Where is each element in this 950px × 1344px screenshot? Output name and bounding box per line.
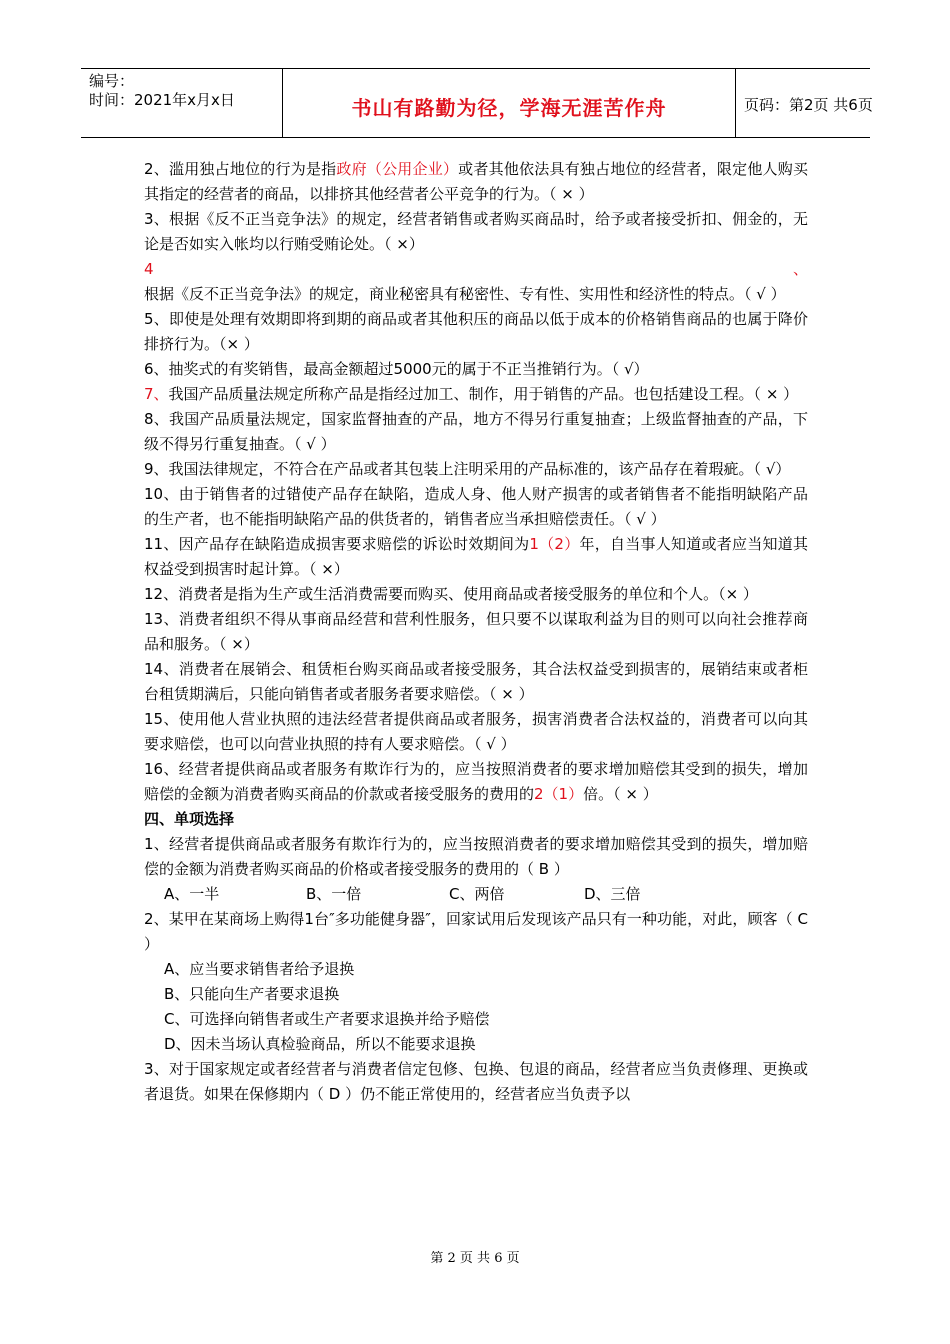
question-text: 即使是处理有效期即将到期的商品或者其他积压的商品以低于成本的价格销售商品的也属于降价排挤行为。（× ）: [144, 310, 808, 353]
question-number: 5、: [144, 310, 169, 328]
question-text-end: 年，自当事人知道或者应当知道其权益受到损害时起计算。（ ×）: [144, 535, 808, 578]
choice-questions: [144, 832, 808, 1107]
question-text: 由于销售者的过错使产品存在缺陷，造成人身、他人财产损害的或者销售者不能指明缺陷产品的生产者，也不能指明缺陷产品的供货者的，销售者应当承担赔偿责任。（ √ ）: [144, 485, 808, 528]
choice-question: 3、对于国家规定或者经营者与消费者信定包修、包换、包退的商品，经营者应当负责修理、更换或者退货。如果在保修期内（ D ）仍不能正常使用的，经营者应当负责予以: [144, 1060, 808, 1103]
question-number: 12、: [144, 585, 179, 603]
question-text: 经营者提供商品或者服务有欺诈行为的，应当按照消费者的要求增加赔偿其受到的损失，增加赔偿的金额为消费者购买商品的价款或者接受服务的费用的: [144, 760, 808, 803]
question-text: 滥用独占地位的行为是指: [168, 160, 337, 178]
judgment-item: [144, 532, 808, 582]
question-text: 因产品存在缺陷造成损害要求赔偿的诉讼时效期间为: [178, 535, 530, 553]
judgment-questions: [144, 157, 808, 807]
choice-question: 1、经营者提供商品或者服务有欺诈行为的，应当按照消费者的要求增加赔偿其受到的损失，增加赔偿的金额为消费者购买商品的价格或者接受服务的费用的（ B ）: [144, 835, 808, 878]
judgment-item: [144, 207, 808, 257]
option: C、两倍: [449, 885, 505, 903]
question-number: 13、: [144, 610, 179, 628]
question-number: 16、: [144, 760, 179, 778]
question-number: 2、: [144, 160, 169, 178]
options-row: [144, 882, 808, 907]
question-number: 9、: [144, 460, 169, 478]
option: A、应当要求销售者给予退换: [164, 960, 355, 978]
page-number-label: 页码：第2页 共6页: [744, 96, 873, 114]
question-number: 4、: [144, 260, 808, 278]
question-number: 11、: [144, 535, 179, 553]
question-number: 14、: [144, 660, 179, 678]
date-label: 时间：2021年x月x日: [89, 91, 235, 109]
document-body: [144, 157, 808, 1107]
highlighted-text: 2（1）: [534, 785, 584, 803]
document-number-label: 编号：: [89, 72, 135, 90]
option: D、三倍: [584, 885, 641, 903]
header-left-cell: [81, 69, 283, 137]
judgment-item: [144, 607, 808, 657]
question-number: 10、: [144, 485, 179, 503]
question-number: 8、: [144, 410, 169, 428]
question-text: 根据《反不正当竞争法》的规定，经营者销售或者购买商品时，给予或者接受折扣、佣金的，无论是否如实入帐均以行贿受贿论处。（ ×）: [144, 210, 808, 253]
judgment-item: [144, 357, 808, 382]
option: A、一半: [164, 885, 220, 903]
highlighted-text: 1（2）: [529, 535, 580, 553]
question-number: 6、: [144, 360, 169, 378]
judgment-item: [144, 757, 808, 807]
judgment-item: [144, 382, 808, 407]
question-number: 3、: [144, 210, 169, 228]
question-number: 7、: [144, 385, 169, 403]
page-footer: 第 2 页 共 6 页: [430, 1251, 520, 1266]
judgment-item: [144, 582, 808, 607]
question-text: 消费者是指为生产或生活消费需要而购买、使用商品或者接受服务的单位和个人。（× ）: [178, 585, 758, 603]
option: C、可选择向销售者或生产者要求退换并给予赔偿: [164, 1010, 490, 1028]
judgment-item: [144, 482, 808, 532]
question-text: 抽奖式的有奖销售，最高金额超过5000元的属于不正当推销行为。（ √）: [168, 360, 649, 378]
choice-question: 2、某甲在某商场上购得1台″多功能健身器″，回家试用后发现该产品只有一种功能，对此，顾客（ C ）: [144, 910, 808, 953]
question-text: 我国法律规定，不符合在产品或者其包装上注明采用的产品标准的，该产品存在着瑕疵。（ √）: [168, 460, 791, 478]
question-text: 我国产品质量法规定，国家监督抽查的产品，地方不得另行重复抽查；上级监督抽查的产品，下级不得另行重复抽查。（ √ ）: [144, 410, 808, 453]
header-middle-cell: [283, 69, 736, 137]
question-number: 15、: [144, 710, 179, 728]
header-table: [81, 68, 873, 138]
question-text-end: 或者其他依法具有独占地位的经营者，限定他人购买其指定的经营者的商品，以排挤其他经营者公平竞争的行为。（ × ）: [144, 160, 808, 203]
option: D、因未当场认真检验商品，所以不能要求退换: [164, 1035, 476, 1053]
judgment-item: [144, 457, 808, 482]
judgment-item: [144, 707, 808, 757]
judgment-item: [144, 407, 808, 457]
judgment-item: [144, 257, 808, 307]
question-text: 使用他人营业执照的违法经营者提供商品或者服务，损害消费者合法权益的，消费者可以向其要求赔偿，也可以向营业执照的持有人要求赔偿。（ √ ）: [144, 710, 808, 753]
judgment-item: [144, 307, 808, 357]
judgment-item: [144, 657, 808, 707]
question-text-end: 倍。（ × ）: [583, 785, 658, 803]
judgment-item: [144, 157, 808, 207]
question-text: 消费者在展销会、租赁柜台购买商品或者接受服务，其合法权益受到损害的，展销结束或者柜台租赁期满后，只能向销售者或者服务者要求赔偿。（ × ）: [144, 660, 808, 703]
question-text: 根据《反不正当竞争法》的规定，商业秘密具有秘密性、专有性、实用性和经济性的特点。（ √ ）: [144, 285, 786, 303]
question-text: 消费者组织不得从事商品经营和营利性服务，但只要不以谋取利益为目的则可以向社会推荐商品和服务。（ ×）: [144, 610, 808, 653]
header-right-cell: [736, 69, 873, 137]
highlighted-text: 政府（公用企业）: [336, 160, 459, 178]
motto: 书山有路勤为径，学海无涯苦作舟: [351, 96, 667, 120]
section-title: 四、单项选择: [144, 810, 235, 828]
option: B、一倍: [306, 885, 362, 903]
question-text: 我国产品质量法规定所称产品是指经过加工、制作，用于销售的产品。也包括建设工程。（ × ）: [168, 385, 799, 403]
option: B、只能向生产者要求退换: [164, 985, 340, 1003]
